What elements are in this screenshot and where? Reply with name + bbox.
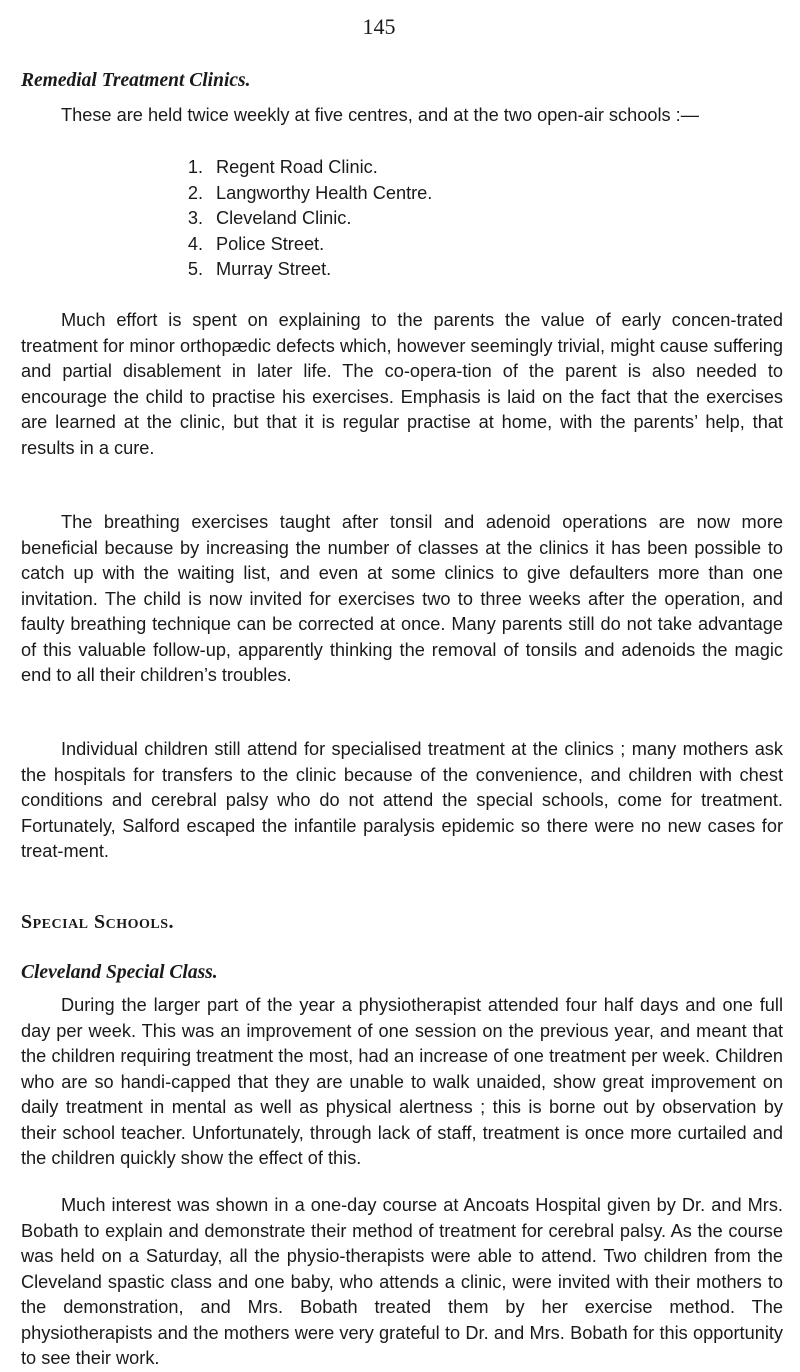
list-number: 1. [187,157,203,177]
heading-cleveland-special-class: Cleveland Special Class. [21,962,218,983]
list-number: 4. [187,233,203,254]
paragraph-orthopaedic-effort: Much effort is spent on explaining to the parents the value of early concen-trated treatment for minor orthopædic defects which, however seemingly trivial, might cause suffering and partial disablement in later life. The co-opera-tion of the parent is also needed to encourage the child to practise his exercises. Emphasis is laid on the fact that the exercises are learned at the clinic, but that it is regular practise at home, with the parents’ help, that results in a cure. [21,310,783,458]
section-remedial-treatment [21,70,250,92]
paragraph-breathing-exercises: The breathing exercises taught after tonsil and adenoid operations are now more beneficial because by increasing the number of classes at the clinics it has been possible to catch up with the waiting list, and even at some clinics to give defaulters more than one invitation. The child is now invited for exercises two to three weeks after the operation, and faulty breathing technique can be corrected at once. Many parents still do not take advantage of this valuable follow-up, apparently thinking the removal of tonsils and adenoids the magic end to all their children’s troubles. [21,512,783,685]
clinic-list [21,155,783,283]
list-item [177,257,783,283]
clinic-name: Police Street. [216,233,325,254]
clinic-name: Cleveland Clinic. [216,208,352,228]
list-number: 5. [187,259,203,279]
clinic-name: Regent Road Clinic. [216,157,378,177]
list-item [177,155,783,181]
heading-remedial-treatment-clinics: Remedial Treatment Clinics. [21,70,251,91]
list-item [177,232,783,258]
paragraph-physiotherapist-attendance: During the larger part of the year a physiotherapist attended four half days and one full day per week. This was an improvement of one session on the previous year, and meant that the children requiring treatment the most, had an increase of one treatment per week. Children who are so handi-capped that they are unable to walk unaided, show great improvement on daily treatment in mental as well as physical alertness ; this is borne out by observation by their school teacher. Unfortunately, through lack of staff, treatment is once more curtailed and the children quickly show the effect of this. [21,995,783,1168]
page-number: 145 [362,14,396,39]
list-item [177,206,783,232]
list-number: 2. [187,182,203,203]
clinic-name: Langworthy Health Centre. [216,182,433,203]
paragraph-intro: These are held twice weekly at five centres, and at the two open-air schools :— [61,105,699,125]
clinic-name: Murray Street. [216,259,332,279]
paragraph-individual-children: Individual children still attend for specialised treatment at the clinics ; many mothers ask the hospitals for transfers to the clinic because of the convenience, and children with chest conditions and cerebral palsy who do not attend the special schools, come for treatment. Fortunately, Salford escaped the infantile paralysis epidemic so there were no new cases for treat-ment. [21,739,783,861]
list-item [177,181,783,207]
list-number: 3. [187,208,203,228]
heading-special-schools: Special Schools. [21,911,175,933]
paragraph-bobath-course: Much interest was shown in a one-day course at Ancoats Hospital given by Dr. and Mrs. Bobath to explain and demonstrate their method of treatment for cerebral palsy. As the course was held on a Saturday, all the physio-therapists were able to attend. Two children from the Cleveland spastic class and one baby, who attends a clinic, were invited with their mothers to the demonstration, and Mrs. Bobath treated them by her exercise method. The physiotherapists and the mothers were very grateful to Dr. and Mrs. Bobath for this opportunity to see their work. [21,1195,783,1368]
